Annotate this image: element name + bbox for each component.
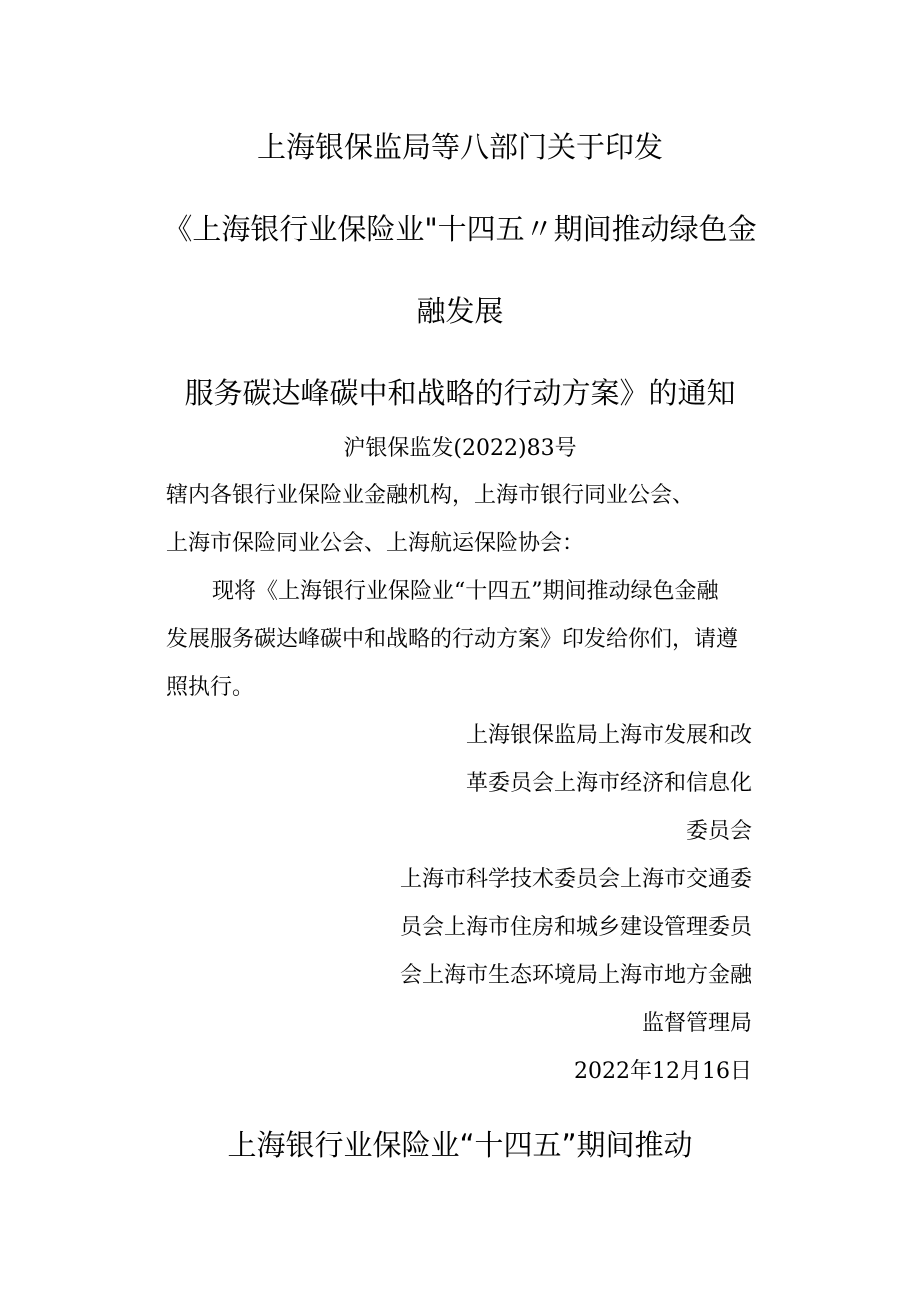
- signature-line-4: 上海市科学技术委员会上海市交通委: [399, 867, 752, 892]
- addressee-line-2: 上海市保险同业公会、上海航运保险协会：: [166, 531, 585, 556]
- addressee-line-1: 辖内各银行业保险业金融机构，上海市银行同业公会、: [166, 483, 695, 508]
- document-number: 沪银保监发(2022)83号: [343, 436, 577, 461]
- signature-line-1: 上海银保监局上海市发展和改: [465, 723, 752, 748]
- body-line-3: 照执行。: [166, 675, 255, 700]
- signature-line-5: 员会上海市住房和城乡建设管理委员: [399, 915, 752, 940]
- title-line-3: 融发展: [416, 294, 504, 328]
- body-line-1: 现将《上海银行业保险业“十四五”期间推动绿色金融: [212, 579, 719, 604]
- next-section-heading: 上海银行业保险业“十四五”期间推动: [227, 1128, 693, 1162]
- title-line-2: 《上海银行业保险业"十四五〃期间推动绿色金: [163, 212, 757, 246]
- signature-line-2: 革委员会上海市经济和信息化: [465, 771, 752, 796]
- title-line-4: 服务碳达峰碳中和战略的行动方案》的通知: [184, 376, 736, 410]
- signature-line-3: 委员会: [685, 819, 752, 844]
- document-date: 2022年12月16日: [574, 1059, 752, 1084]
- signature-line-7: 监督管理局: [641, 1011, 752, 1036]
- body-line-2: 发展服务碳达峰碳中和战略的行动方案》印发给你们，请遵: [166, 627, 739, 652]
- signature-line-6: 会上海市生态环境局上海市地方金融: [399, 963, 752, 988]
- title-line-1: 上海银保监局等八部门关于印发: [256, 130, 663, 164]
